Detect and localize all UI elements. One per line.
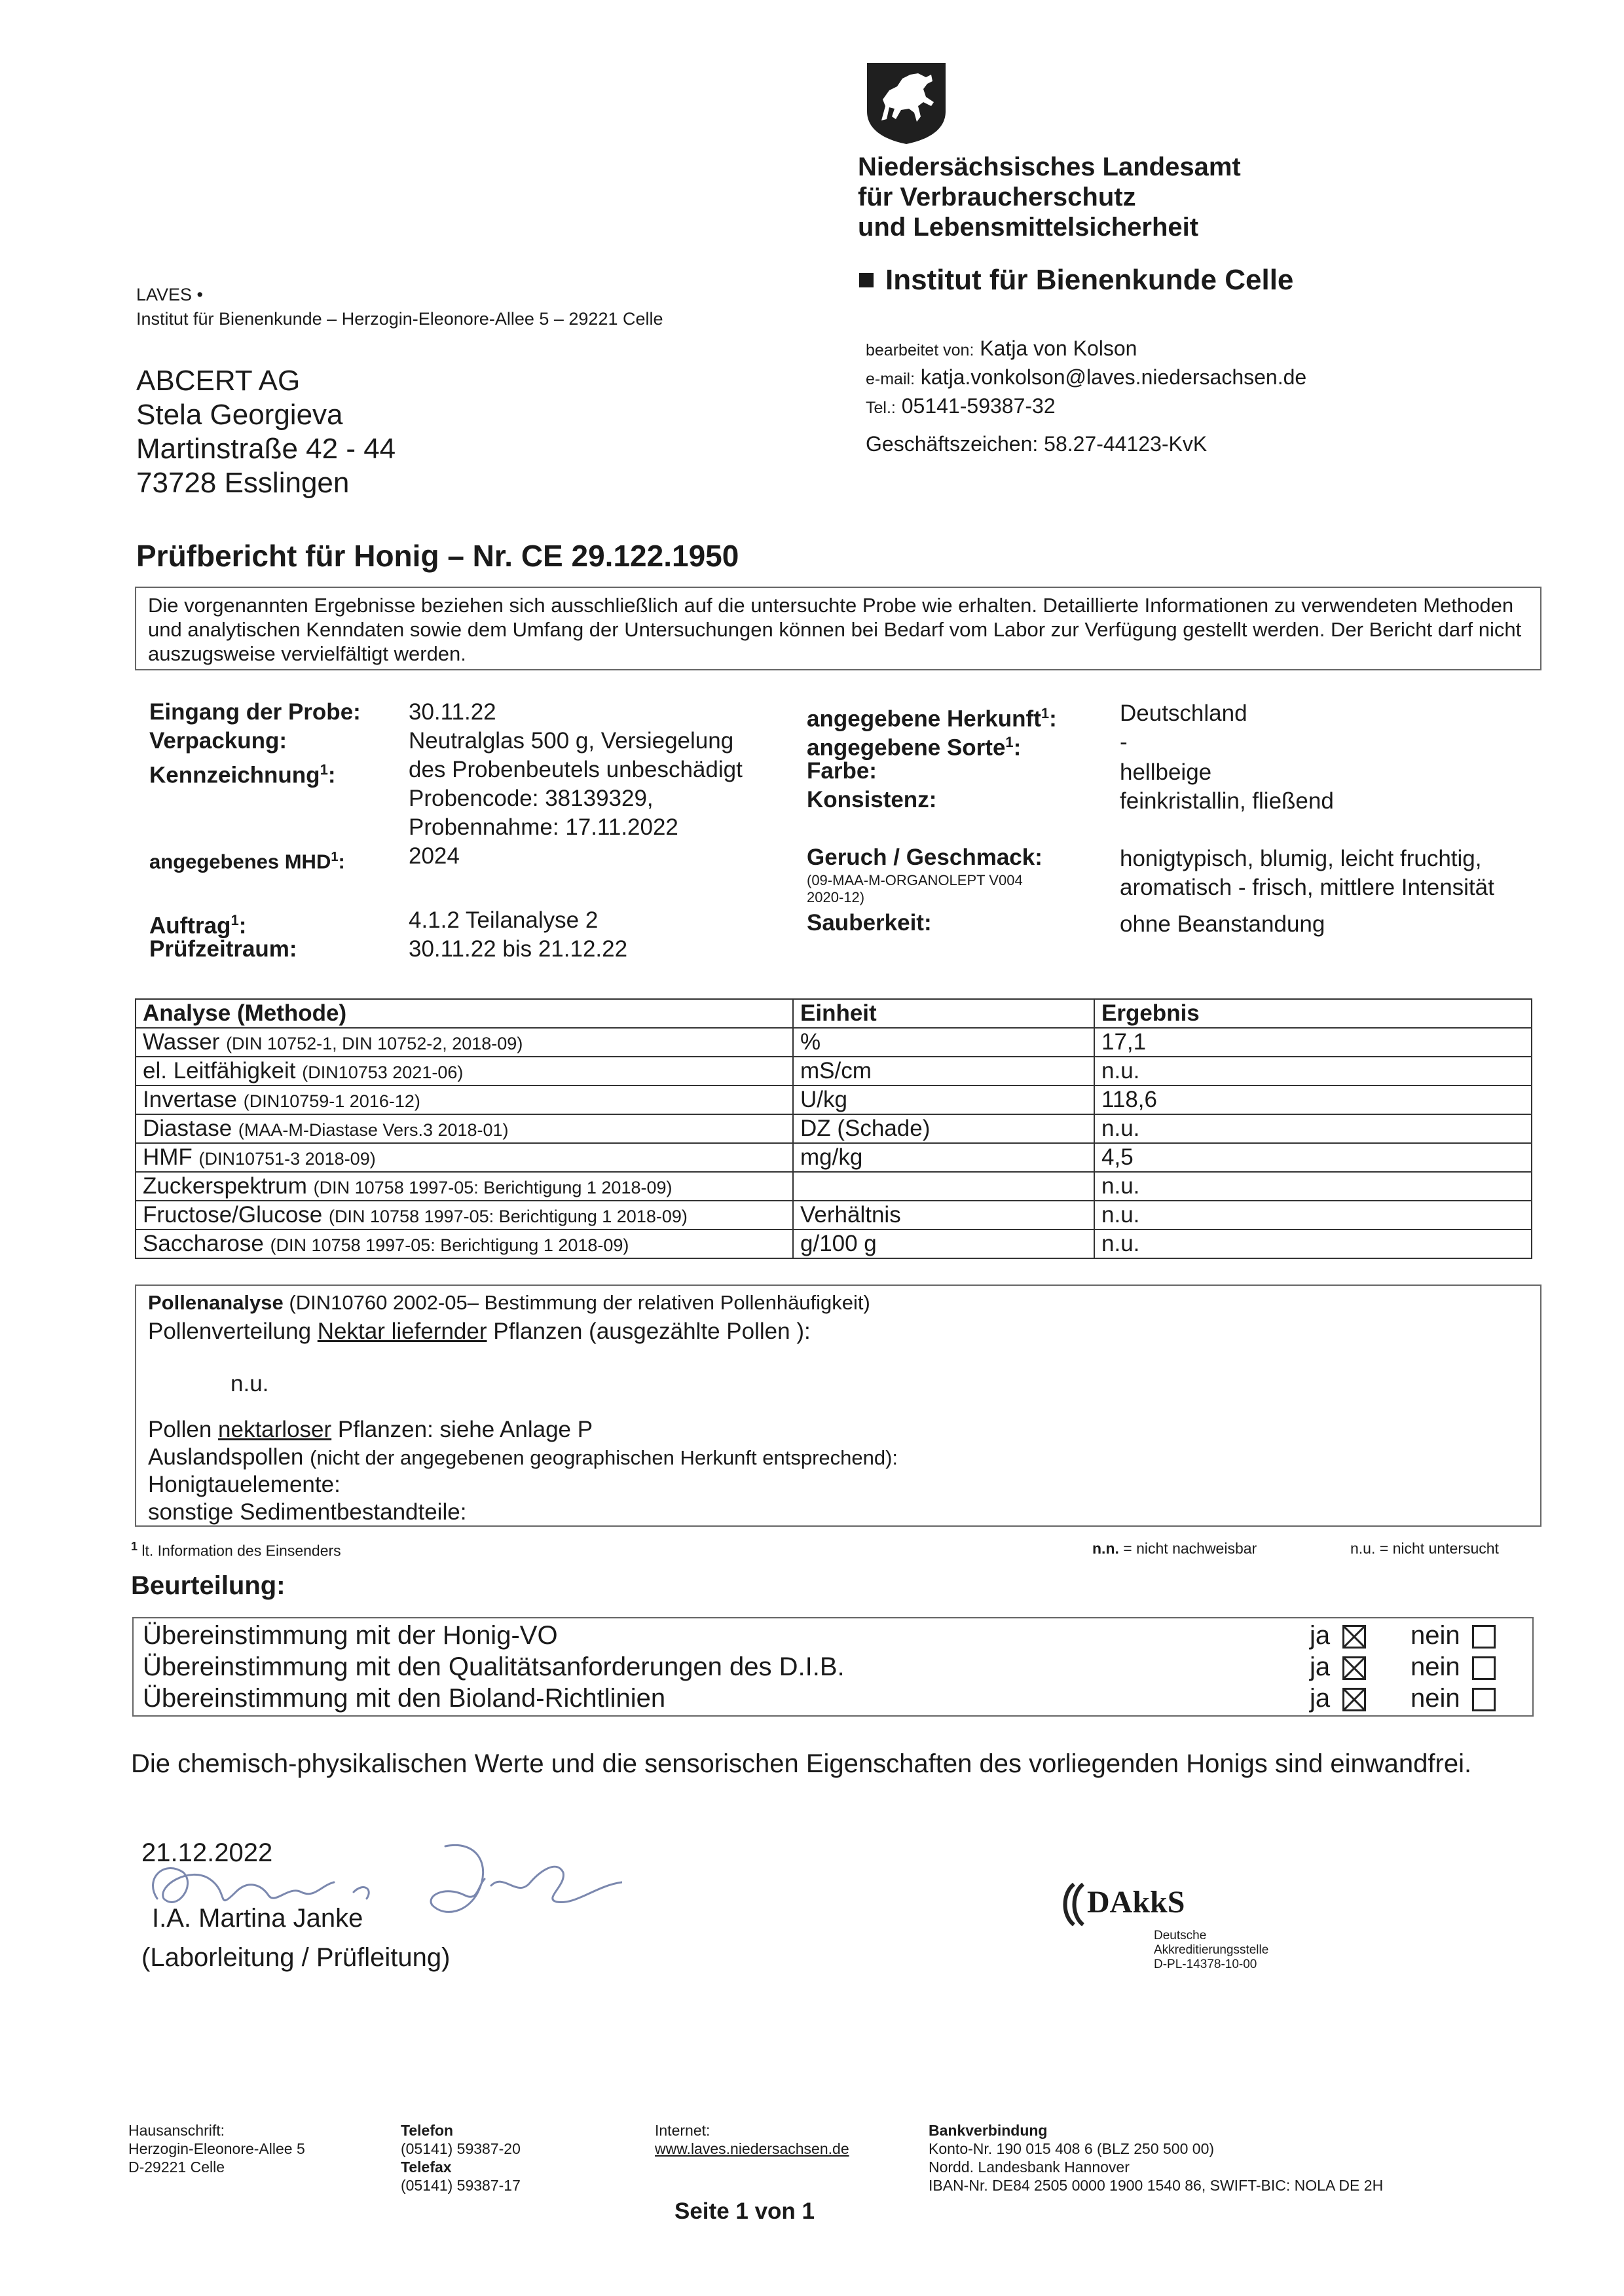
analysis-name-cell: Diastase (MAA-M-Diastase Vers.3 2018-01) (136, 1114, 793, 1143)
recipient-address (136, 364, 396, 500)
analysis-table (135, 998, 1532, 1259)
dakks-brand: DAkkS (1087, 1885, 1185, 1920)
nein-option: nein (1411, 1652, 1460, 1682)
pollen-foreign-line: Auslandspollen (nicht der angegebenen geographischen Herkunft entsprechend): (148, 1444, 898, 1470)
ja-option: ja (1310, 1684, 1330, 1713)
footnote-nu: n.u. = nicht untersucht (1350, 1540, 1499, 1557)
result-cell: n.u. (1094, 1172, 1532, 1201)
page-number: Seite 1 von 1 (674, 2198, 815, 2224)
geruch-line: honigtypisch, blumig, leicht fruchtig, (1120, 846, 1482, 871)
herkunft-value: Deutschland (1120, 701, 1247, 726)
ja-checkbox[interactable] (1342, 1625, 1366, 1649)
pollen-title-line (148, 1291, 870, 1315)
unit-cell: % (793, 1028, 1094, 1057)
recipient-line: 73728 Esslingen (136, 467, 350, 499)
sorte-label: angegebene Sorte$^1$: (807, 734, 1022, 761)
tel-label: Tel.: (866, 399, 896, 417)
unit-cell: mS/cm (793, 1057, 1094, 1085)
unit-cell: Verhältnis (793, 1201, 1094, 1230)
table-row (136, 1201, 1532, 1230)
verpackung-value: Neutralglas 500 g, Versiegelung (409, 728, 734, 754)
table-row (136, 1028, 1532, 1057)
konsistenz-value: feinkristallin, fließend (1120, 788, 1334, 814)
table-row (136, 1057, 1532, 1085)
assessment-row (143, 1684, 1524, 1714)
footer-address: Hausanschrift: Herzogin-Eleonore-Allee 5 D-29221 Celle (128, 2122, 305, 2176)
table-row (136, 1114, 1532, 1143)
result-cell: 17,1 (1094, 1028, 1532, 1057)
kennzeichnung-line: Probennahme: 17.11.2022 (409, 814, 678, 840)
institute-heading (859, 264, 1293, 297)
footer-bank: Bankverbindung Konto-Nr. 190 015 408 6 (BLZ 250 500 00) Nordd. Landesbank Hannover IBAN-Nr. DE84 2505 0000 1900 1540 86, SWIFT-BIC: NOLA DE 2H (929, 2122, 1384, 2194)
result-cell: n.u. (1094, 1201, 1532, 1230)
column-header: Ergebnis (1094, 999, 1532, 1028)
geruch-method: 2020-12) (807, 889, 865, 905)
kennzeichnung-label: Kennzeichnung$^1$: (149, 761, 336, 788)
table-row (136, 1172, 1532, 1201)
analysis-name-cell: Wasser (DIN 10752-1, DIN 10752-2, 2018-09) (136, 1028, 793, 1057)
institution-line: und Lebensmittelsicherheit (858, 213, 1199, 242)
result-cell: 4,5 (1094, 1143, 1532, 1172)
assessment-row (143, 1621, 1524, 1651)
assessment-criterion: Übereinstimmung mit den Bioland-Richtlinien (143, 1684, 666, 1713)
result-cell: 118,6 (1094, 1085, 1532, 1114)
eingang-label: Eingang der Probe: (149, 699, 361, 725)
footer-internet: Internet: www.laves.niedersachsen.de (655, 2122, 849, 2157)
footer-phone: Telefon (05141) 59387-20 Telefax (05141) 59387-17 (401, 2122, 521, 2194)
mhd-value: 2024 (409, 843, 460, 869)
edited-by-name: Katja von Kolson (980, 337, 1137, 360)
nein-checkbox[interactable] (1472, 1688, 1496, 1711)
analysis-name-cell: el. Leitfähigkeit (DIN10753 2021-06) (136, 1057, 793, 1085)
pollen-honeydew-line: Honigtauelemente: (148, 1472, 341, 1497)
konsistenz-label: Konsistenz: (807, 787, 937, 812)
lower-saxony-horse-crest-logo (863, 60, 950, 145)
mhd-label: angegebenes MHD$^1$: (149, 850, 345, 873)
assessment-criterion: Übereinstimmung mit den Qualitätsanforderungen des D.I.B. (143, 1652, 845, 1681)
kennzeichnung-line: des Probenbeutels unbeschädigt (409, 757, 743, 782)
assessment-title: Beurteilung: (131, 1571, 286, 1600)
signature-date: 21.12.2022 (141, 1838, 273, 1867)
recipient-line: Stela Georgieva (136, 399, 343, 431)
unit-cell (793, 1172, 1094, 1201)
eingang-value: 30.11.22 (409, 699, 496, 725)
analysis-name-cell: Saccharose (DIN 10758 1997-05: Berichtigung 1 2018-09) (136, 1230, 793, 1258)
ja-checkbox[interactable] (1342, 1688, 1366, 1711)
assessment-criterion: Übereinstimmung mit der Honig-VO (143, 1621, 558, 1650)
sauberkeit-value: ohne Beanstandung (1120, 911, 1325, 937)
table-row (136, 1143, 1532, 1172)
footnote-nn: n.n. = nicht nachweisbar (1092, 1540, 1257, 1557)
sender-address: Institut für Bienenkunde – Herzogin-Eleonore-Allee 5 – 29221 Celle (136, 309, 663, 329)
geruch-line: aromatisch - frisch, mittlere Intensität (1120, 875, 1494, 900)
square-bullet-icon (859, 273, 874, 287)
edited-by-label: bearbeitet von: (866, 341, 974, 359)
signer-role: (Laborleitung / Prüfleitung) (141, 1943, 451, 1972)
nein-checkbox[interactable] (1472, 1656, 1496, 1680)
institute-name: Institut für Bienenkunde Celle (885, 264, 1294, 296)
unit-cell: mg/kg (793, 1143, 1094, 1172)
sender-org: LAVES • (136, 285, 204, 304)
nein-option: nein (1411, 1621, 1460, 1650)
assessment-row (143, 1652, 1524, 1683)
pollen-method: (DIN10760 2002-05– Bestimmung der relativen Pollenhäufigkeit) (289, 1291, 870, 1314)
ja-option: ja (1310, 1621, 1330, 1650)
analysis-name-cell: HMF (DIN10751-3 2018-09) (136, 1143, 793, 1172)
kennzeichnung-line: Probencode: 38139329, (409, 786, 654, 811)
table-row (136, 1085, 1532, 1114)
unit-cell: g/100 g (793, 1230, 1094, 1258)
auftrag-label: Auftrag$^1$: (149, 912, 247, 939)
institution-line: Niedersächsisches Landesamt (858, 153, 1241, 181)
signer-name: I.A. Martina Janke (152, 1904, 363, 1933)
ja-checkbox[interactable] (1342, 1656, 1366, 1680)
table-row (136, 1230, 1532, 1258)
table-header-row (136, 999, 1532, 1028)
analysis-table-body (136, 1028, 1532, 1258)
institution-name (858, 152, 1241, 242)
pollen-nectarless-line: Pollen nektarloser Pflanzen: siehe Anlage P (148, 1417, 593, 1442)
sorte-value: - (1120, 729, 1128, 755)
conclusion-text: Die chemisch-physikalischen Werte und die sensorischen Eigenschaften des vorliegenden Honigs sind einwandfrei. (131, 1749, 1472, 1778)
result-cell: n.u. (1094, 1230, 1532, 1258)
pollen-distribution-line: Pollenverteilung Nektar liefernder Pflanzen (ausgezählte Pollen ): (148, 1319, 811, 1344)
email-address[interactable]: katja.vonkolson@laves.niedersachsen.de (920, 365, 1307, 389)
analysis-name-cell: Fructose/Glucose (DIN 10758 1997-05: Berichtigung 1 2018-09) (136, 1201, 793, 1230)
unit-cell: U/kg (793, 1085, 1094, 1114)
pollen-analysis-box (135, 1285, 1541, 1527)
pollen-distribution-value: n.u. (231, 1371, 269, 1396)
dakks-accreditation-logo (1054, 1872, 1329, 1971)
contact-block (866, 335, 1306, 422)
assessment-box (132, 1617, 1534, 1717)
pollen-sediment-line: sonstige Sedimentbestandteile: (148, 1499, 467, 1525)
sample-info-right (807, 699, 1540, 974)
result-cell: n.u. (1094, 1114, 1532, 1143)
recipient-line: Martinstraße 42 - 44 (136, 433, 396, 465)
dakks-arc-icon (1054, 1882, 1087, 1927)
ja-option: ja (1310, 1652, 1330, 1682)
analysis-name-cell: Zuckerspektrum (DIN 10758 1997-05: Berichtigung 1 2018-09) (136, 1172, 793, 1201)
analysis-name-cell: Invertase (DIN10759-1 2016-12) (136, 1085, 793, 1114)
pollen-title: Pollenanalyse (148, 1291, 284, 1314)
farbe-value: hellbeige (1120, 759, 1212, 785)
result-cell: n.u. (1094, 1057, 1532, 1085)
reference-number: Geschäftszeichen: 58.27-44123-KvK (866, 432, 1208, 456)
website-link[interactable]: www.laves.niedersachsen.de (655, 2140, 849, 2157)
herkunft-label: angegebene Herkunft$^1$: (807, 705, 1057, 732)
sauberkeit-label: Sauberkeit: (807, 910, 932, 936)
disclaimer-box: Die vorgenannten Ergebnisse beziehen sich ausschließlich auf die untersuchte Probe wie erhalten. Detaillierte Informationen zu verwendeten Methoden und analytischen Kenndaten sowie dem Umfang der Untersuchungen können bei Bedarf vom Labor zur Verfügung gestellt werden. Der Bericht darf nicht auszugsweise vervielfältigt werden. (135, 587, 1541, 670)
verpackung-label: Verpackung: (149, 728, 287, 754)
recipient-line: ABCERT AG (136, 365, 301, 397)
auftrag-value: 4.1.2 Teilanalyse 2 (409, 907, 599, 933)
footnote-info: $^1$ lt. Information des Einsenders (131, 1540, 341, 1559)
geruch-label: Geruch / Geschmack: (807, 845, 1043, 870)
dakks-subtitle: Deutsche Akkreditierungsstelle D-PL-14378-10-00 (1154, 1929, 1269, 1971)
pruefzeitraum-label: Prüfzeitraum: (149, 936, 297, 962)
unit-cell: DZ (Schade) (793, 1114, 1094, 1143)
institution-line: für Verbraucherschutz (858, 183, 1136, 211)
report-title: Prüfbericht für Honig – Nr. CE 29.122.1950 (136, 539, 739, 573)
nein-option: nein (1411, 1684, 1460, 1713)
column-header: Einheit (793, 999, 1094, 1028)
pruefzeitraum-value: 30.11.22 bis 21.12.22 (409, 936, 628, 962)
tel-number: 05141-59387-32 (901, 394, 1056, 418)
geruch-method: (09-MAA-M-ORGANOLEPT V004 (807, 872, 1023, 888)
email-label: e-mail: (866, 370, 915, 388)
sender-line (136, 283, 663, 331)
farbe-label: Farbe: (807, 758, 877, 784)
nein-checkbox[interactable] (1472, 1625, 1496, 1649)
column-header: Analyse (Methode) (136, 999, 793, 1028)
